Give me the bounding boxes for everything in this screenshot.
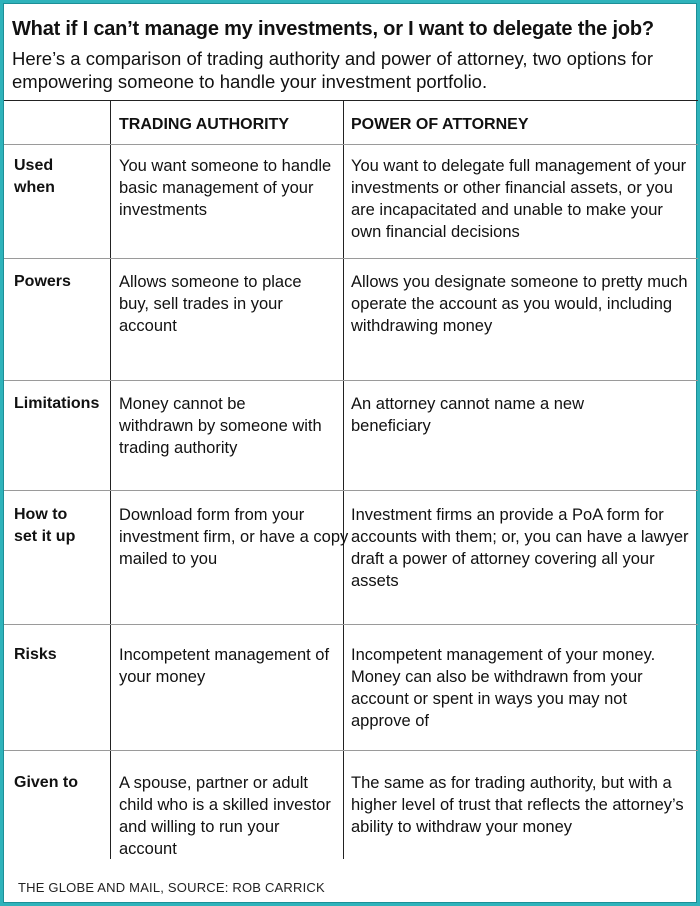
trading-authority-cell: Money cannot be withdrawn by someone with trading authority xyxy=(119,395,322,457)
row-separator xyxy=(4,750,698,751)
row-label: Used when xyxy=(14,157,55,196)
trading-authority-cell: You want someone to handle basic management of your investments xyxy=(119,157,332,219)
row-separator xyxy=(4,144,698,145)
column-divider-left xyxy=(110,101,111,859)
page-title: What if I can’t manage my investments, or I want to delegate the job? xyxy=(12,18,654,40)
infographic-panel xyxy=(3,3,697,903)
power-of-attorney-cell: Investment firms an provide a PoA form for accounts with them; or, you can have a lawyer draft a power of attorney covering all your assets xyxy=(351,506,689,590)
power-of-attorney-cell: Allows you designate someone to pretty much operate the account as you would, including withdrawing money xyxy=(351,273,688,335)
row-label: Given to xyxy=(14,774,79,791)
trading-authority-cell: Incompetent management of your money xyxy=(119,646,330,686)
column-header-trading-authority: TRADING AUTHORITY xyxy=(119,116,290,133)
table-top-rule xyxy=(4,100,698,101)
row-separator xyxy=(4,258,698,259)
row-separator xyxy=(4,380,698,381)
row-label: Powers xyxy=(14,273,71,290)
row-label: Risks xyxy=(14,646,57,663)
row-separator xyxy=(4,624,698,625)
row-label: Limitations xyxy=(14,395,100,412)
power-of-attorney-cell: The same as for trading authority, but with a higher level of trust that reflects the attorney’s ability to withdraw your money xyxy=(351,774,684,836)
power-of-attorney-cell: You want to delegate full management of your investments or other financial assets, or you are incapacitated and unable to make your own financial decisions xyxy=(351,157,687,241)
power-of-attorney-cell: Incompetent management of your money. Money can also be withdrawn from your account or spent in ways you may not approve of xyxy=(351,646,656,730)
source-credit: THE GLOBE AND MAIL, SOURCE: ROB CARRICK xyxy=(18,880,325,895)
row-label: How to set it up xyxy=(14,506,76,545)
page-subtitle: Here’s a comparison of trading authority and power of attorney, two options for empowering someone to handle your investment portfolio. xyxy=(12,48,653,92)
trading-authority-cell: Download form from your investment firm, or have a copy mailed to you xyxy=(119,506,349,568)
column-header-power-of-attorney: POWER OF ATTORNEY xyxy=(351,116,529,133)
trading-authority-cell: Allows someone to place buy, sell trades in your account xyxy=(119,273,302,335)
row-separator xyxy=(4,490,698,491)
power-of-attorney-cell: An attorney cannot name a new beneficiary xyxy=(351,395,584,435)
trading-authority-cell: A spouse, partner or adult child who is a skilled investor and willing to run your account xyxy=(119,774,331,858)
